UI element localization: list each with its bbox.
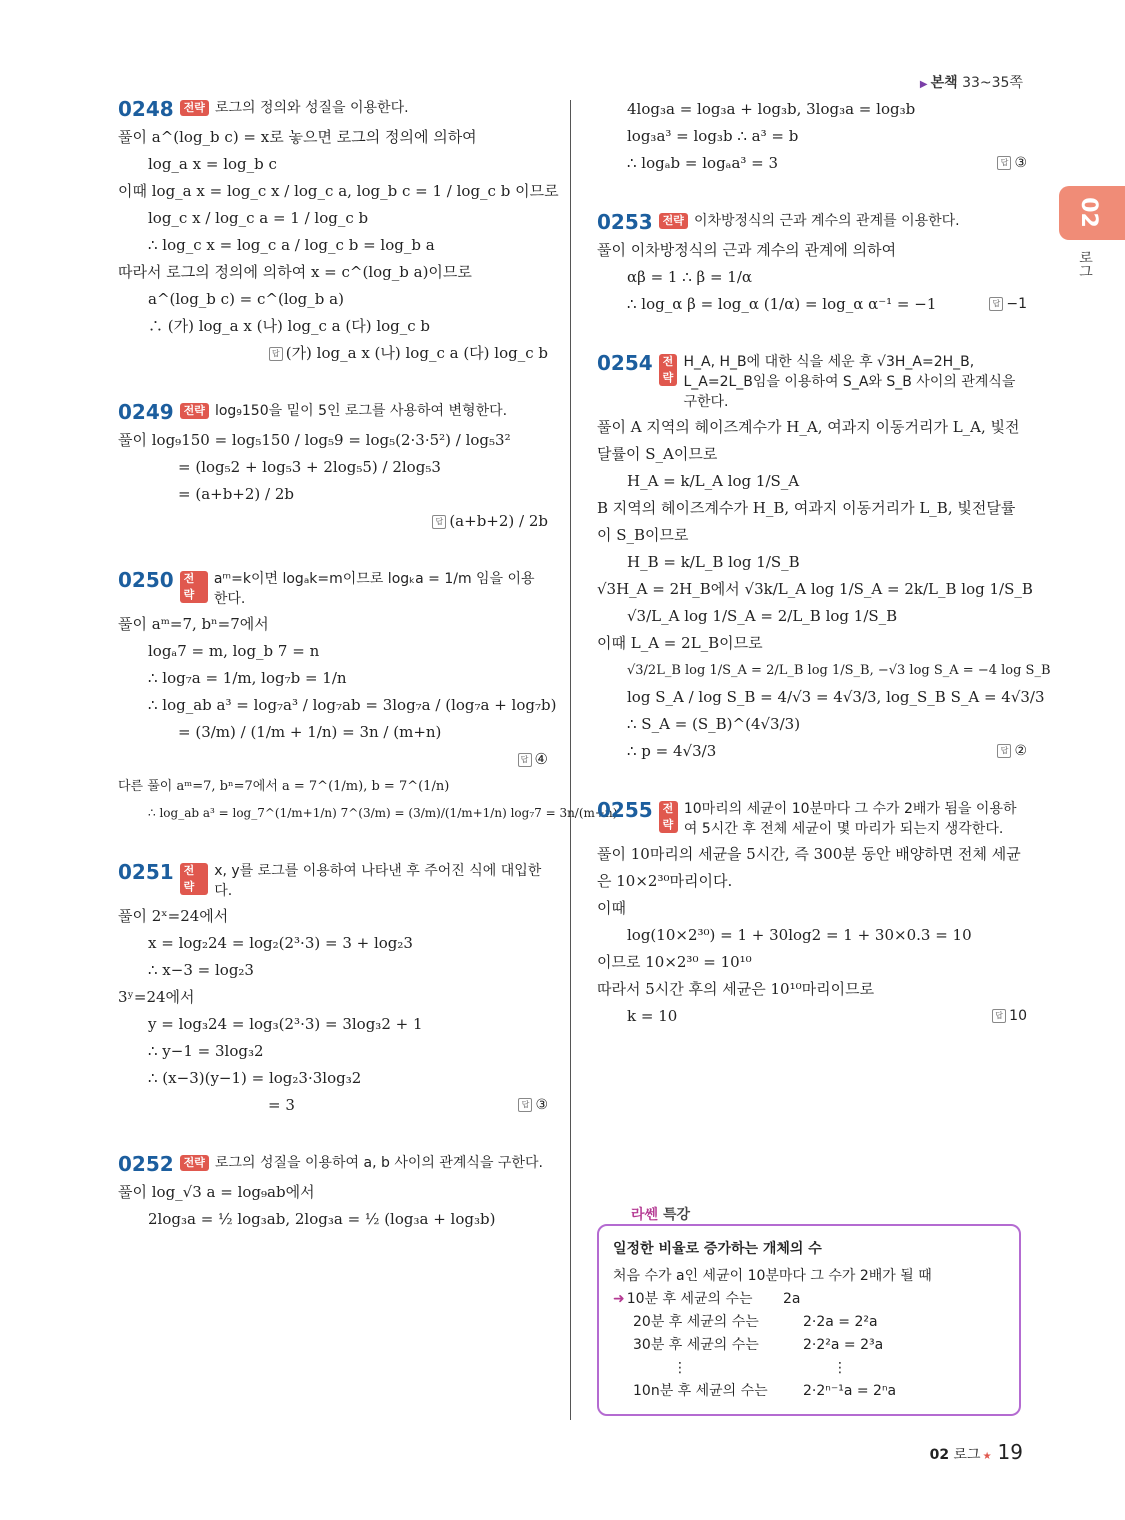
- star-icon: ★: [982, 1451, 992, 1462]
- answer: 답 ③: [118, 1092, 548, 1119]
- arrow-icon: ➜: [613, 1291, 625, 1307]
- answer: 답 ④: [118, 746, 548, 773]
- problem-0248: 0248 전략 로그의 정의와 성질을 이용한다. 풀이 a^(log_b c) = x로 놓으면 로그의 정의에 의하여 log_a x = log_b c 이때 log_a x = log_c x / log_c a, log_b c = 1 / log_c b 이므로 log_c x / log_c a = 1 / log_c b ∴ log_c x = log_c a / log_c b = log_b a 따라서 로그의 정의에 의하여 x = c^(log_b a)이므로 a^(log_b c) = c^(log_b a) ∴ (가) log_a x (나) log_c a (다) log_c b 답 (가) log_a x (나) log_c a (다) log_c b: [118, 96, 548, 367]
- callout-tag: 라쎈 특강: [625, 1204, 696, 1224]
- answer: 답 −1: [597, 291, 1027, 318]
- arrow-icon: ▶: [919, 79, 928, 90]
- page-footer: 02 로그 ★ 19: [929, 1440, 1023, 1464]
- problem-0255: 0255 전략 10마리의 세균이 10분마다 그 수가 2배가 됨을 이용하여 5시간 후 전체 세균이 몇 마리가 되는지 생각한다. 풀이 10마리의 세균을 5시간, 즉 300분 동안 배양하면 전체 세균은 10×2³⁰마리이다. 이때 log(10×2³⁰) = 1 + 30log2 = 1 + 30×0.3 = 10 이므로 10×2³⁰ = 10¹⁰ 따라서 5시간 후의 세균은 10¹⁰마리이므로 k = 10 답 10: [597, 797, 1027, 1030]
- answer-icon: 답: [269, 347, 283, 361]
- left-column: [118, 96, 618, 1233]
- page-reference: ▶ 본책 33~35쪽: [919, 75, 1023, 91]
- answer: 답 (a+b+2) / 2b: [118, 508, 548, 535]
- callout-row: 30분 후 세균의 수는 2·2²a = 2³a: [633, 1337, 884, 1353]
- problem-0252-continued: 4log₃a = log₃a + log₃b, 3log₃a = log₃b log₃a³ = log₃b ∴ a³ = b ∴ logₐb = logₐa³ = 3 답 ③: [597, 96, 1027, 177]
- answer: 답 ②: [597, 738, 1027, 765]
- callout-row: 20분 후 세균의 수는 2·2a = 2²a: [633, 1314, 878, 1330]
- page-number: 19: [997, 1440, 1023, 1464]
- problem-0250: 0250 전략 aᵐ=k이면 logₐk=m이므로 logₖa = 1/m 임을 이용한다. 풀이 aᵐ=7, bⁿ=7에서 logₐ7 = m, log_b 7 = n ∴ log₇a = 1/m, log₇b = 1/n ∴ log_ab a³ = log₇a³ / log₇ab = 3log₇a / (log₇a + log₇b) = (3/m) / (1/m + 1/n) = 3n / (m+n) 답 ④ 다른 풀이 aᵐ=7, bⁿ=7에서 a = 7^(1/m), b = 7^(1/n) ∴ log_ab a³ = log_7^(1/m+1/n) 7^(3/m) = (3/m)/(1/m+1/n) log₇7 = 3n/(m+n): [118, 568, 618, 820]
- answer-icon: 답: [997, 156, 1011, 170]
- right-column: [597, 96, 1051, 1030]
- special-lecture-box: 일정한 비율로 증가하는 개체의 수 처음 수가 a인 세균이 10분마다 그 수가 2배가 될 때 ➜ 10분 후 세균의 수는 2a 20분 후 세균의 수는 2·2a = 2²a 30분 후 세균의 수는 2·2²a = 2³a ⋮ ⋮ 10n분 후 세균의 수는 2·2ⁿ⁻¹a = 2ⁿa: [597, 1224, 1021, 1416]
- chapter-tab-label: 로그: [1077, 250, 1093, 278]
- problem-0254: 0254 전략 H_A, H_B에 대한 식을 세운 후 √3H_A=2H_B, L_A=2L_B임을 이용하여 S_A와 S_B 사이의 관계식을 구한다. 풀이 A 지역의 헤이즈계수가 H_A, 여과지 이동거리가 L_A, 빛전 달률이 S_A이므로 H_A = k/L_A log 1/S_A B 지역의 헤이즈계수가 H_B, 여과지 이동거리가 L_B, 빛전달률이 S_B이므로 H_B = k/L_B log 1/S_B √3H_A = 2H_B에서 √3k/L_A log 1/S_A = 2k/L_B log 1/S_B √3/L_A log 1/S_A = 2/L_B log 1/S_B 이때 L_A = 2L_B이므로 √3/2L_B log 1/S_A = 2/L_B log 1/S_B, −√3 log S_A = −4 log S_B log S_A / log S_B = 4/√3 = 4√3/3, log_S_B S_A = 4√3/3 ∴ S_A = (S_B)^(4√3/3) ∴ p = 4√3/3 답 ②: [597, 350, 1027, 765]
- column-divider: [570, 100, 571, 1420]
- answer-icon: 답: [992, 1009, 1006, 1023]
- problem-0251: 0251 전략 x, y를 로그를 이용하여 나타낸 후 주어진 식에 대입한다. 풀이 2ˣ=24에서 x = log₂24 = log₂(2³·3) = 3 + log₂3 ∴ x−3 = log₂3 3ʸ=24에서 y = log₃24 = log₃(2³·3) = 3log₃2 + 1 ∴ y−1 = 3log₃2 ∴ (x−3)(y−1) = log₂3·3log₃2 = 3 답 ③: [118, 859, 548, 1119]
- callout-row: ➜ 10분 후 세균의 수는 2a: [613, 1291, 801, 1307]
- answer: 답 10: [597, 1003, 1027, 1030]
- problem-0252: 0252 전략 로그의 성질을 이용하여 a, b 사이의 관계식을 구한다. 풀이 log_√3 a = log₉ab에서 2log₃a = ½ log₃ab, 2log₃a = ½ (log₃a + log₃b): [118, 1152, 543, 1228]
- answer: 답 (가) log_a x (나) log_c a (다) log_c b: [118, 340, 548, 367]
- chapter-tab[interactable]: 02: [1059, 186, 1125, 240]
- problem-0249: 0249 전략 log₉150을 밑이 5인 로그를 사용하여 변형한다. 풀이 log₉150 = log₅150 / log₅9 = log₅(2·3·5²) / log₅3² = (log₅2 + log₅3 + 2log₅5) / 2log₅3 = (a+b+2) / 2b 답 (a+b+2) / 2b: [118, 399, 548, 535]
- callout-row: 10n분 후 세균의 수는 2·2ⁿ⁻¹a = 2ⁿa: [633, 1383, 897, 1399]
- callout-row: ⋮ ⋮: [673, 1360, 847, 1376]
- answer-icon: 답: [518, 753, 532, 767]
- answer: 답 ③: [597, 150, 1027, 177]
- answer-icon: 답: [989, 297, 1003, 311]
- answer-icon: 답: [432, 515, 446, 529]
- answer-icon: 답: [997, 744, 1011, 758]
- problem-0253: 0253 전략 이차방정식의 근과 계수의 관계를 이용한다. 풀이 이차방정식의 근과 계수의 관계에 의하여 αβ = 1 ∴ β = 1/α ∴ log_α β = log_α (1/α) = log_α α⁻¹ = −1 답 −1: [597, 209, 1027, 318]
- answer-icon: 답: [518, 1098, 532, 1112]
